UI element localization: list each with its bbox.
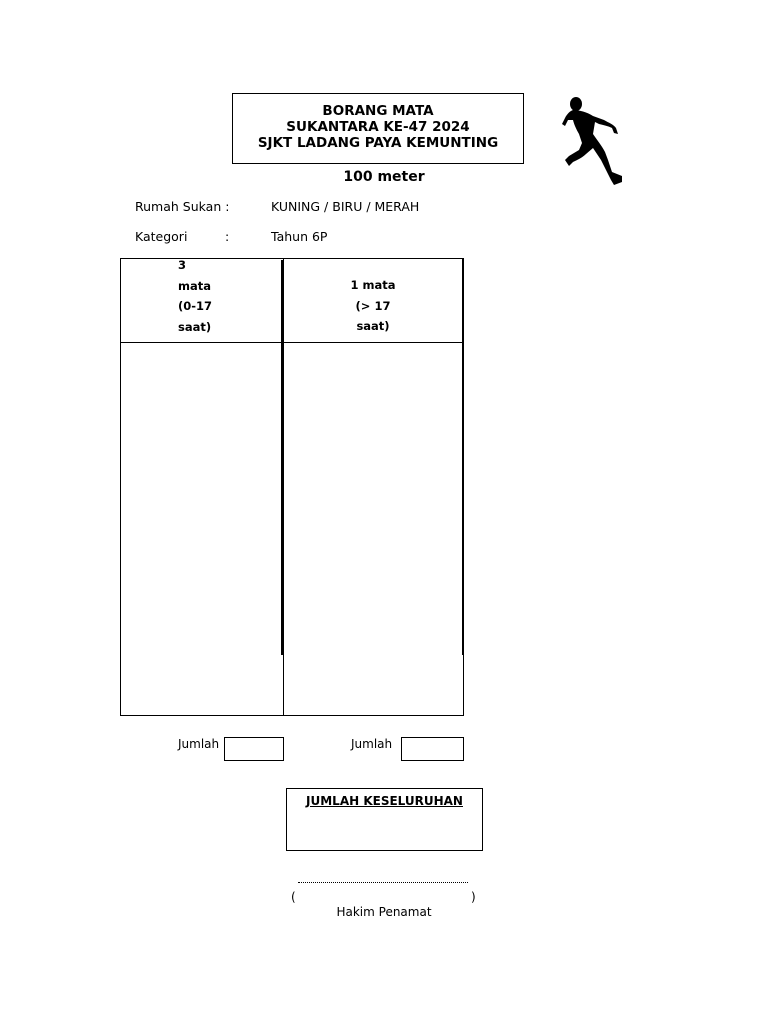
column-header-1-mata: 1 mata (> 17 saat) <box>350 278 396 333</box>
title-line-3: SJKT LADANG PAYA KEMUNTING <box>257 135 499 151</box>
table-right-border-thick <box>462 258 464 655</box>
table-header-divider <box>120 342 464 343</box>
signature-open-paren: ( <box>291 890 296 904</box>
house-label: Rumah Sukan : <box>135 199 230 214</box>
subtotal-label-1: Jumlah <box>178 737 220 751</box>
subtotal-box-1[interactable] <box>224 737 284 761</box>
house-value: KUNING / BIRU / MERAH <box>271 199 420 214</box>
table-column-divider-inner <box>281 260 283 655</box>
event-title: 100 meter <box>343 169 425 185</box>
title-line-2: SUKANTARA KE-47 2024 <box>286 119 470 135</box>
signature-role: Hakim Penamat <box>336 905 432 919</box>
category-label: Kategori <box>135 229 188 244</box>
title-line-1: BORANG MATA <box>322 103 434 119</box>
category-colon: : <box>225 229 230 244</box>
subtotal-box-2[interactable] <box>401 737 464 761</box>
column-header-3-mata: 3 mata (0-17 saat) <box>178 258 213 334</box>
signature-close-paren: ) <box>471 890 476 904</box>
grand-total-box[interactable] <box>286 788 483 851</box>
category-value: Tahun 6P <box>271 229 328 244</box>
signature-line <box>298 882 468 883</box>
form-title-box <box>232 93 524 164</box>
subtotal-label-2: Jumlah <box>351 737 393 751</box>
grand-total-label: JUMLAH KESELURUHAN <box>306 794 463 808</box>
